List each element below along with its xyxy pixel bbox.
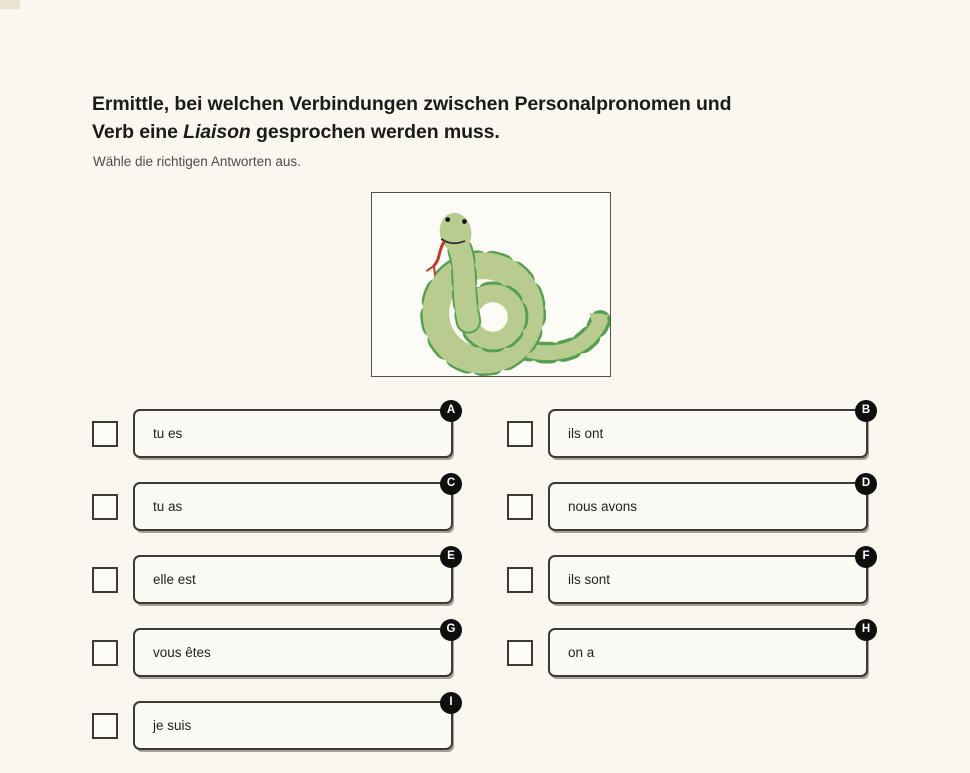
answer-option [92, 623, 456, 677]
option-letter-badge: H [855, 619, 877, 641]
answer-checkbox[interactable] [92, 421, 118, 447]
answer-label: elle est [153, 572, 196, 587]
answer-checkbox[interactable] [507, 494, 533, 520]
answer-label: tu es [153, 426, 183, 441]
answer-checkbox[interactable] [92, 713, 118, 739]
option-letter-badge: A [440, 400, 462, 422]
answer-label: vous êtes [153, 645, 211, 660]
answer-label: tu as [153, 499, 183, 514]
answer-option [92, 477, 456, 531]
option-letter-badge: D [855, 473, 877, 495]
answer-box[interactable] [548, 404, 871, 458]
answer-box[interactable] [548, 550, 870, 604]
snake-illustration-icon [372, 193, 610, 376]
answer-checkbox[interactable] [92, 640, 118, 666]
answer-checkbox[interactable] [507, 567, 533, 593]
answer-checkbox[interactable] [92, 494, 118, 520]
answer-box[interactable] [133, 550, 455, 604]
task-title-line2-suffix: gesprochen werden muss. [256, 121, 500, 143]
answer-option [507, 477, 871, 531]
answer-box[interactable] [133, 696, 453, 750]
answer-option [507, 623, 871, 677]
screen-edge-artifact [0, 0, 20, 9]
answer-option [92, 696, 453, 750]
answer-box[interactable] [133, 477, 456, 531]
task-title-line1: Ermittle, bei welchen Verbindungen zwischen Personalpronomen und [92, 93, 732, 115]
answer-option [92, 550, 455, 604]
answer-label: ils sont [568, 572, 611, 587]
option-letter-badge: B [855, 400, 877, 422]
answer-checkbox[interactable] [92, 567, 118, 593]
answer-checkbox[interactable] [507, 421, 533, 447]
task-title [92, 90, 882, 146]
answer-label: ils ont [568, 426, 604, 441]
answer-option [507, 404, 871, 458]
answer-box[interactable] [548, 477, 871, 531]
answer-box[interactable] [133, 623, 456, 677]
option-letter-badge: E [440, 546, 462, 568]
option-letter-badge: G [440, 619, 462, 641]
task-title-italic-term: Liaison [183, 121, 251, 143]
answer-option [92, 404, 456, 458]
answer-label: nous avons [568, 499, 638, 514]
option-letter-badge: F [855, 546, 877, 568]
task-instruction: Wähle die richtigen Antworten aus. [93, 154, 301, 169]
answer-checkbox[interactable] [507, 640, 533, 666]
answer-label: on a [568, 645, 595, 660]
answer-box[interactable] [133, 404, 456, 458]
answer-option [507, 550, 870, 604]
answer-box[interactable] [548, 623, 871, 677]
options-grid [92, 404, 871, 750]
task-title-line2-prefix: Verb eine [92, 121, 178, 143]
option-letter-badge: I [440, 692, 462, 714]
option-letter-badge: C [440, 473, 462, 495]
answer-label: je suis [153, 718, 192, 733]
exercise-image-frame [371, 192, 611, 377]
